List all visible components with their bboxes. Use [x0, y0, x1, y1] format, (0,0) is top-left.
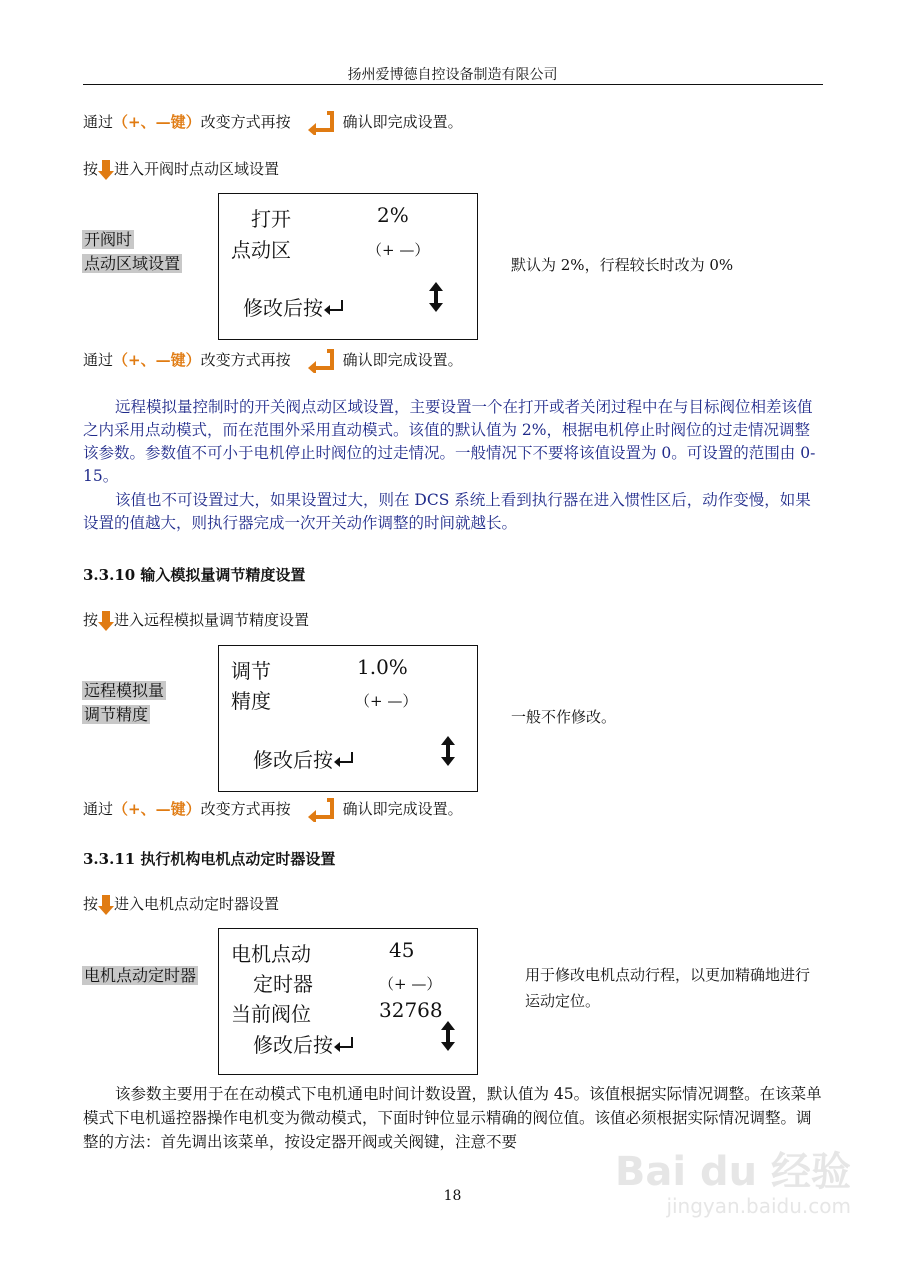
- press-line: [83, 158, 279, 181]
- up-down-arrow-icon: [429, 282, 443, 312]
- menu-tag-line: 调节精度: [84, 705, 149, 724]
- confirm-line: [83, 349, 463, 373]
- lcd-modify-row: [253, 1029, 355, 1058]
- press-line: [83, 609, 309, 632]
- lcd-row2-keys: （+ —）: [379, 975, 442, 993]
- lcd-row1-label: 电机点动: [231, 942, 311, 966]
- lcd-row2-label: 精度: [231, 689, 271, 713]
- menu-tag: [82, 228, 182, 276]
- page-header: 扬州爱博德自控设备制造有限公司: [347, 67, 558, 83]
- lcd-modify-label: 修改后按: [253, 1033, 333, 1057]
- press-intro: 进入电机点动定时器设置: [114, 895, 280, 913]
- lcd-row3-value: 32768: [379, 998, 443, 1022]
- down-arrow-icon: [98, 159, 114, 181]
- side-note: 默认为 2%，行程较长时改为 0%: [511, 256, 734, 274]
- confirm-suffix: 确认即完成设置。: [342, 351, 463, 369]
- lcd-row1-label: 调节: [231, 659, 271, 683]
- lcd-display: [218, 928, 478, 1075]
- confirm-suffix: 确认即完成设置。: [342, 113, 463, 131]
- menu-tag-line: 电机点动定时器: [84, 966, 197, 985]
- down-arrow-icon: [98, 610, 114, 632]
- enter-key-icon: [305, 798, 335, 822]
- side-note: 用于修改电机点动行程，以更加精确地进行运动定位。: [525, 966, 811, 1010]
- confirm-middle: 改变方式再按: [200, 113, 291, 131]
- confirm-middle: 改变方式再按: [200, 351, 291, 369]
- menu-tag: [82, 964, 198, 988]
- lcd-row2-label: 定时器: [253, 972, 313, 996]
- lcd-modify-row: [253, 744, 355, 773]
- watermark-brand: Bai du 经验: [614, 1149, 851, 1195]
- section-heading: 3.3.10 输入模拟量调节精度设置: [83, 566, 306, 584]
- lcd-display: [218, 645, 478, 792]
- lcd-row2-label: 点动区: [231, 238, 291, 262]
- lcd-row3-label: 当前阀位: [231, 1002, 311, 1026]
- body-paragraph: 远程模拟量控制时的开关阀点动区域设置，主要设置一个在打开或者关闭过程中在与目标阀位相差该值之内采用点动模式，而在范围外采用直动模式。该值的默认值为 2%，根据电机停止时阀位的过走情况调整该参数。参数值不可小于电机停止时阀位的过走情况。一般情况下不要将该值设置为 0。可设置的范围由 0-15。: [83, 398, 816, 485]
- confirm-keys: （+、—键）: [113, 113, 201, 131]
- press-intro: 进入开阀时点动区域设置: [114, 160, 280, 178]
- enter-key-icon: [323, 299, 345, 315]
- watermark-url: jingyan.baidu.com: [666, 1194, 851, 1218]
- header-rule: [83, 84, 823, 85]
- confirm-keys: （+、—键）: [113, 800, 201, 818]
- down-arrow-icon: [98, 894, 114, 916]
- lcd-modify-label: 修改后按: [253, 748, 333, 772]
- menu-tag-line: 远程模拟量: [84, 681, 165, 700]
- menu-tag-line: 开阀时: [84, 230, 133, 249]
- enter-key-icon: [333, 751, 355, 767]
- enter-key-icon: [305, 111, 335, 135]
- press-intro: 进入远程模拟量调节精度设置: [114, 611, 310, 629]
- confirm-keys: （+、—键）: [113, 351, 201, 369]
- side-note: 一般不作修改。: [511, 708, 617, 726]
- lcd-row1-label: 打开: [251, 207, 291, 231]
- confirm-prefix: 通过: [83, 800, 114, 818]
- confirm-suffix: 确认即完成设置。: [342, 800, 463, 818]
- confirm-line: [83, 111, 463, 135]
- confirm-middle: 改变方式再按: [200, 800, 291, 818]
- lcd-modify-label: 修改后按: [243, 296, 323, 320]
- lcd-row1-value: 2%: [377, 203, 409, 227]
- lcd-display: [218, 193, 478, 340]
- lcd-row1-value: 1.0%: [357, 655, 408, 679]
- menu-tag: [82, 679, 166, 727]
- enter-key-icon: [333, 1036, 355, 1052]
- press-label: 按: [83, 895, 99, 913]
- menu-tag-line: 点动区域设置: [84, 254, 181, 273]
- confirm-prefix: 通过: [83, 351, 114, 369]
- section-heading: 3.3.11 执行机构电机点动定时器设置: [83, 850, 336, 868]
- lcd-row1-value: 45: [389, 938, 415, 962]
- up-down-arrow-icon: [441, 736, 455, 766]
- enter-key-icon: [305, 349, 335, 373]
- confirm-line: [83, 798, 463, 822]
- body-paragraph: 该参数主要用于在在动模式下电机通电时间计数设置，默认值为 45。该值根据实际情况调整。在该菜单模式下电机遥控器操作电机变为微动模式，下面时钟位显示精确的阀位值。该值必须根据实际情况调整。调整的方法：首先调出该菜单，按设定器开阀或关阀键，注意不要: [83, 1085, 822, 1151]
- watermark: [615, 1150, 851, 1218]
- press-line: [83, 893, 279, 916]
- confirm-prefix: 通过: [83, 113, 114, 131]
- lcd-row2-keys: （+ —）: [367, 241, 430, 259]
- lcd-row2-keys: （+ —）: [355, 692, 418, 710]
- body-paragraph: 该值也不可设置过大，如果设置过大，则在 DCS 系统上看到执行器在进入惯性区后，动作变慢，如果设置的值越大，则执行器完成一次开关动作调整的时间就越长。: [83, 491, 811, 532]
- page-number: 18: [443, 1188, 462, 1204]
- lcd-modify-row: [243, 292, 345, 321]
- press-label: 按: [83, 160, 99, 178]
- press-label: 按: [83, 611, 99, 629]
- up-down-arrow-icon: [441, 1021, 455, 1051]
